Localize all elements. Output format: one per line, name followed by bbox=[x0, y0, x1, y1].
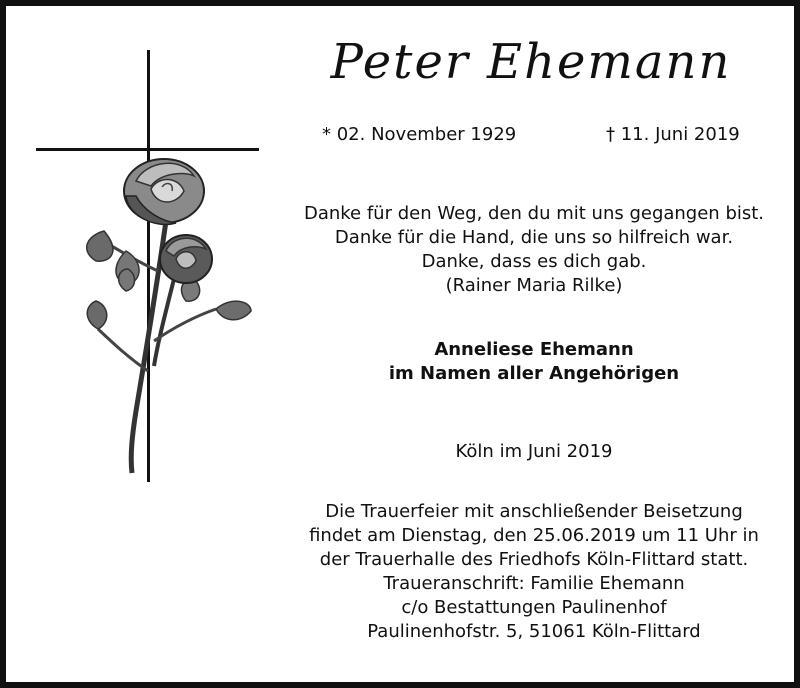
memorial-quote bbox=[264, 202, 800, 298]
quote-attribution: (Rainer Maria Rilke) bbox=[445, 275, 623, 296]
rose-illustration bbox=[66, 151, 266, 481]
place-and-date: Köln im Juni 2019 bbox=[455, 441, 613, 462]
quote-line: Danke für die Hand, die uns so hilfreich war. bbox=[334, 227, 734, 248]
info-line: Traueranschrift: Familie Ehemann bbox=[383, 573, 685, 594]
signer-subtitle: im Namen aller Angehörigen bbox=[388, 363, 680, 384]
deceased-name: Peter Ehemann bbox=[330, 34, 732, 90]
info-line: der Trauerhalle des Friedhofs Köln-Flittard statt. bbox=[319, 549, 749, 570]
info-line: Paulinenhofstr. 5, 51061 Köln-Flittard bbox=[367, 621, 701, 642]
quote-line: Danke, dass es dich gab. bbox=[421, 251, 647, 272]
death-date: † 11. Juni 2019 bbox=[606, 124, 740, 145]
funeral-information bbox=[264, 500, 800, 644]
info-line: c/o Bestattungen Paulinenhof bbox=[401, 597, 667, 618]
quote-line: Danke für den Weg, den du mit uns gegangen bist. bbox=[303, 203, 765, 224]
signer-name: Anneliese Ehemann bbox=[434, 339, 634, 360]
info-line: Die Trauerfeier mit anschließender Beisetzung bbox=[325, 501, 743, 522]
birth-date: * 02. November 1929 bbox=[322, 124, 517, 145]
mourners-signature bbox=[264, 338, 800, 386]
info-line: findet am Dienstag, den 25.06.2019 um 11 Uhr in bbox=[309, 525, 759, 546]
